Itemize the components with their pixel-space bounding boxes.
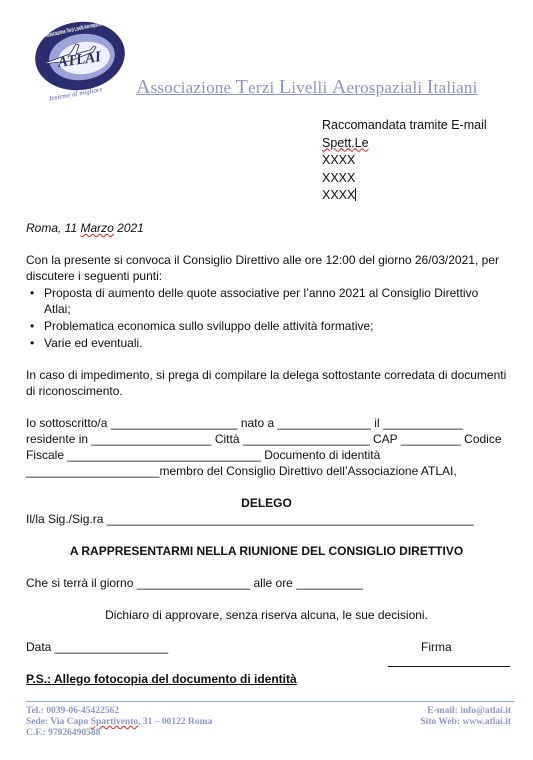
recipient-line: XXXX <box>322 153 356 167</box>
recipient-line: XXXX <box>322 170 356 185</box>
footer-rule <box>26 701 515 702</box>
org-word: taliani <box>433 78 478 97</box>
atlai-logo <box>30 6 174 103</box>
bullet-item: • Varie ed eventuali. <box>44 335 143 351</box>
represent-heading: A RAPPRESENTARMI NELLA RIUNIONE DEL CONSIGLIO DIRETTIVO <box>69 544 464 558</box>
address-part: , 31 – 00122 Roma <box>138 717 213 727</box>
org-initial: A <box>331 76 347 98</box>
intro-line: Con la presente si convoca il Consiglio Direttivo alle ore 12:00 del giorno 26/03/2021, per <box>26 253 499 267</box>
footer-website[interactable]: Sito Web: www.atlai.it <box>420 717 511 727</box>
organization-name <box>136 76 478 99</box>
delego-heading: DELEGO <box>241 496 292 510</box>
org-initial: T <box>235 76 249 98</box>
org-initial: L <box>278 76 292 98</box>
form-line: residente in __________________ Città ___________________ CAP _________ Codice <box>26 432 502 446</box>
footer-address <box>26 717 212 728</box>
org-initial: A <box>136 76 151 98</box>
address-street: Spartivento <box>90 717 139 727</box>
org-word: ssociazione <box>150 78 236 97</box>
org-word: erzi <box>248 78 279 97</box>
footer-tax-code: C.F.: 97926490588 <box>26 728 101 738</box>
delivery-method: Raccomandata tramite E-mail <box>322 118 487 132</box>
recipient-block <box>322 117 487 205</box>
logo-motto: Insieme al migliore <box>48 85 104 103</box>
postscript: P.S.: Allego fotocopia del documento di identità <box>26 672 297 686</box>
intro-line: discutere i seguenti punti: <box>26 269 163 283</box>
date-prefix: Roma, 11 <box>26 221 81 235</box>
signature-label: Firma <box>421 640 452 654</box>
form-line: Fiscale _____________________________ Documento di identità <box>26 448 381 462</box>
date-field: Data _________________ <box>26 640 169 654</box>
meeting-line: Che si terrà il giorno _________________ alle ore __________ <box>26 576 363 590</box>
org-word: ivelli <box>291 78 332 97</box>
text-cursor <box>355 188 356 201</box>
logo-acronym: ATLAI <box>56 49 103 71</box>
bullet-item: • Proposta di aumento delle quote associative per l’anno 2021 al Consiglio Direttivo <box>44 285 478 301</box>
date-year: 2021 <box>113 221 144 235</box>
approval-statement: Dichiaro di approvare, senza riserva alcuna, le sue decisioni. <box>105 608 428 622</box>
org-word: erospaziali <box>346 78 427 97</box>
impediment-line: di riconoscimento. <box>26 384 123 398</box>
form-line: Io sottoscritto/a ___________________ nato a ______________ il ____________ <box>26 416 464 430</box>
address-part: Sede: Via Capo <box>26 717 91 727</box>
letter-date <box>26 220 144 236</box>
bullet-item-continued: Atlai; <box>44 302 71 316</box>
org-initial: I <box>426 76 434 98</box>
recipient-line: XXXX <box>322 188 356 202</box>
form-line: ____________________membro del Consiglio Direttivo dell’Associazione ATLAI, <box>26 464 457 478</box>
bullet-item: • Problematica economica sullo sviluppo delle attività formative; <box>44 318 374 334</box>
signature-line <box>388 666 510 667</box>
salutation: Spett.Le <box>322 135 369 150</box>
logo-ring-text: Associazione Terzi Livelli Aerospaziali Italiani <box>44 6 174 40</box>
delegate-line: Il/la Sig./Sig.ra _______________________________________________________ <box>26 512 474 526</box>
date-month: Marzo <box>80 221 114 235</box>
impediment-line: In caso di impedimento, si prega di compilare la delega sottostante corredata di documenti <box>26 368 507 382</box>
footer-email[interactable]: E-mail: info@atlai.it <box>427 706 511 716</box>
footer-phone: Tel.: 0039-06-45422562 <box>26 706 120 716</box>
